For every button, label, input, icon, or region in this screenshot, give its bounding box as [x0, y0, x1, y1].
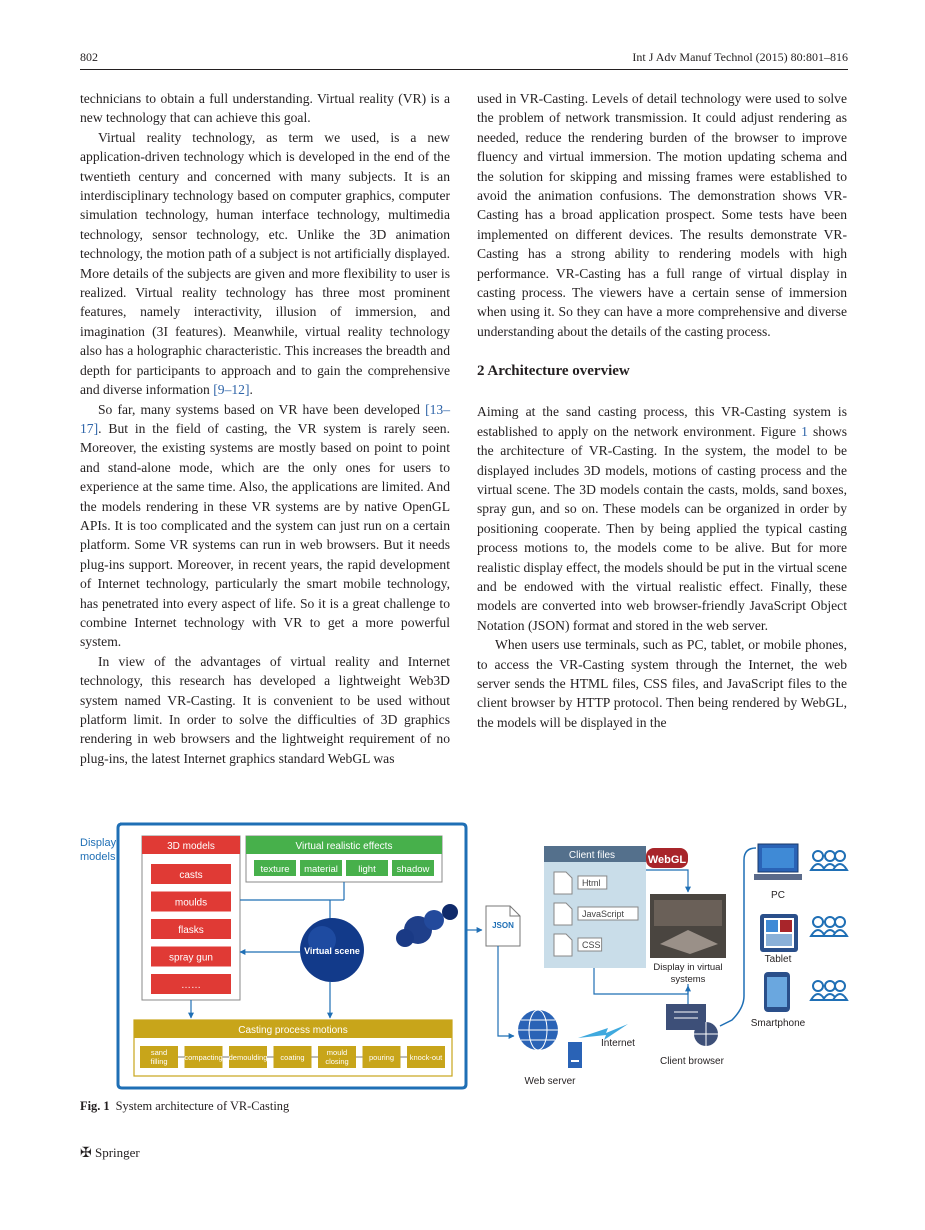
motion-step-label: pouring — [368, 1053, 395, 1062]
springer-logo-icon: ✠ — [80, 1146, 92, 1161]
tablet-icon — [760, 914, 798, 952]
json-label: JSON — [492, 921, 514, 930]
device-label-smartphone: Smartphone — [750, 1018, 806, 1029]
models-3d-title: 3D models — [167, 841, 215, 852]
device-label-tablet: Tablet — [764, 954, 792, 965]
model-item-label: casts — [179, 870, 203, 881]
motion-step-label: knock-out — [409, 1053, 443, 1062]
publisher-footer: ✠ Springer — [80, 1145, 140, 1161]
effect-item-label: shadow — [396, 864, 430, 875]
model-item-label: spray gun — [169, 952, 213, 964]
web-server-label: Web server — [524, 1076, 576, 1087]
motion-step-label: compacting — [184, 1053, 223, 1062]
file-icon — [554, 934, 572, 956]
motion-step-label: coating — [280, 1053, 305, 1062]
motion-step-label: sand — [150, 1048, 168, 1057]
model-item-label: moulds — [174, 897, 208, 909]
pc-icon — [754, 844, 802, 880]
section-heading: 2 Architecture overview — [477, 363, 630, 380]
client-file-label: Html — [582, 878, 601, 888]
motion-step-label: mould — [326, 1048, 348, 1057]
header-rule — [80, 69, 848, 70]
citation-link[interactable]: [13–17] — [80, 401, 450, 436]
virtual-scene-label: Virtual scene — [304, 946, 360, 956]
display-models-label: Display — [80, 837, 117, 849]
device-label-pc: PC — [771, 890, 785, 901]
users-group-icon — [811, 917, 847, 936]
web-server-icon — [518, 1010, 582, 1068]
figure-link[interactable]: 1 — [801, 423, 808, 439]
smartphone-icon — [764, 972, 790, 1012]
paragraph: Virtual reality technology, as term we used, is a new application-driven technology which is developed in the end of the twentieth century and concerned with many subjects. It is an interdisciplinary technology based on computer graphics, computer simulation technology, human interface technology, multimedia technology, sensor technology, etc. Unlike the 3D animation technology, the motion path of a subject is not artificially displayed. More details of the subjects are given and more flexibility to user is realized. Virtual reality technology has three most prominent features, namely interactivity, illusion of immersion, and imagination (3I features). Meanwhile, virtual reality technology also has a holographic characteristic. This increases the breadth and depth for participants to approach and to gain the comprehensive and diverse information [9–12]. — [80, 129, 450, 398]
client-browser-icon — [666, 1004, 718, 1046]
internet-label: Internet — [601, 1038, 635, 1049]
motion-step-label: closing — [325, 1057, 349, 1066]
client-files-title: Client files — [568, 850, 616, 861]
svg-text:WebGL: WebGL — [647, 854, 687, 866]
client-browser-label: Client browser — [660, 1056, 724, 1067]
paragraph: technicians to obtain a full understanding. Virtual reality (VR) is a new technology that can achieve this goal. — [80, 91, 450, 126]
client-file-label: JavaScript — [582, 909, 625, 919]
model-item-label: flasks — [178, 925, 204, 936]
motion-step-label: filling — [150, 1057, 168, 1066]
paragraph: Aiming at the sand casting process, this VR-Casting system is established to apply on the network environment. Figure 1 shows the architecture of VR-Casting. In the system, the model to be displayed includes 3D models, motions of casting process and the virtual scene. The 3D models contain the casts, molds, sand boxes, spray gun, and so on. These models can be organized in order by positioning cooperate. Then by being applied the typical casting process motions to, the models come to be alive. But for more realistic display effect, the models should be put in the virtual scene and be endowed with the virtual realistic effect. Finally, these models are converted into web browser-friendly JavaScript Object Notation (JSON) format and stored in the web server. — [477, 404, 847, 633]
json-file-icon — [486, 906, 520, 946]
page-number: 802 — [80, 50, 98, 64]
right-column — [477, 89, 847, 732]
figure-caption: Fig. 1 System architecture of VR-Casting — [80, 1099, 290, 1113]
file-icon — [554, 903, 572, 925]
journal-citation: Int J Adv Manuf Technol (2015) 80:801–816 — [632, 50, 848, 64]
client-file-label: CSS — [582, 940, 601, 950]
display-models-label: models — [80, 851, 116, 863]
effects-title: Virtual realistic effects — [295, 841, 393, 852]
motions-title: Casting process motions — [238, 1025, 348, 1036]
settings-gears-icon — [396, 904, 458, 947]
display-in-virtual-label: Display in virtual — [653, 962, 723, 973]
figure-architecture — [78, 820, 850, 1092]
motion-step-label: demoulding — [228, 1053, 268, 1062]
citation-link[interactable]: [9–12] — [213, 382, 250, 398]
paragraph: used in VR-Casting. Levels of detail technology were used to solve the problem of network transmission. It could adjust rendering as needed, reduce the rendering burden of the browser to improve fluency and virtual immersion. The motion updating schema and the solution for skipping and missing frames were established to avoid the animation confusions. The demonstration shows VR-Casting has a broad application prospect. Some tests have been implemented on different devices. The results demonstrate VR-Casting has a strong ability to rendering models with high performance. VR-Casting has a full range of virtual display in casting process. The viewers have a certain sense of immersion when using it. So they can have a more comprehensive and diverse understanding about the details of the casting process. — [477, 91, 847, 339]
effect-item-label: texture — [260, 864, 290, 875]
file-icon — [554, 872, 572, 894]
display-in-virtual-label: systems — [670, 974, 706, 985]
paragraph: So far, many systems based on VR have been developed [13–17]. But in the field of casting, the VR system is rarely seen. Moreover, the existing systems are mostly based on point to point and stand-alone mode, which are the only ones for users to experience at the same time. Also, the applications are limited. And the models rendering in these VR systems are by native OpenGL APIs. It is too complicated and the system can just run on a certain platform. Some VR systems can run in web browsers. But it needs plug-ins support. Moreover, in recent years, the rapid development of Internet technology, particularly the smart mobile technology, has penetrated into every aspect of life. So it is a great challenge to combine Internet technology with VR to get a more powerful system. — [80, 401, 450, 650]
effect-item-label: material — [304, 864, 338, 875]
users-group-icon — [811, 981, 847, 1000]
model-item-label: …… — [181, 980, 201, 991]
left-column — [80, 89, 450, 768]
webgl-logo — [646, 848, 688, 868]
paragraph: In view of the advantages of virtual reality and Internet technology, this research has developed a lightweight Web3D system named VR-Casting. It is convenient to be used without platform limit. In order to solve the difficulties of 3D graphics rendering in web browsers and the lightweight requirement of no plug-ins, the latest Internet graphics standard WebGL was — [80, 653, 450, 766]
users-group-icon — [811, 851, 847, 870]
paragraph: When users use terminals, such as PC, tablet, or mobile phones, to access the VR-Casting system through the Internet, the web server sends the HTML files, CSS files, and JavaScript files to the client browser by HTTP protocol. Then being rendered by WebGL, the models will be displayed in the — [477, 637, 847, 730]
effect-item-label: light — [358, 864, 376, 875]
